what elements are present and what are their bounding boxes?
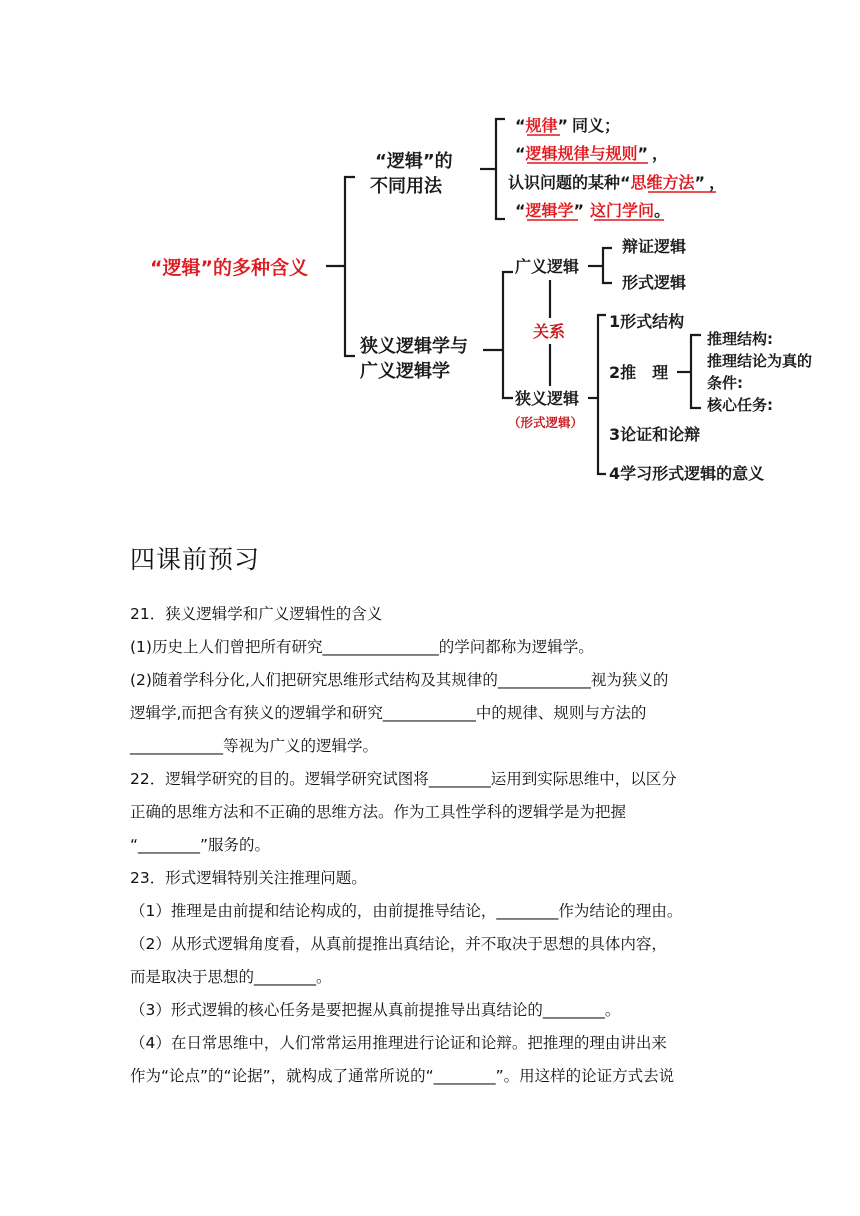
narrow-logic-node: 狭义逻辑 [515,389,580,408]
text-line: “________”服务的。 [130,836,271,854]
text-line: （3）形式逻辑的核心任务是要把握从真前提推导出真结论的________。 [130,1001,621,1019]
branch2-label-line2: 广义逻辑学 [360,361,450,382]
narrow-logic-note: （形式逻辑） [508,415,584,430]
narrow-child-1: 1形式结构 [609,312,685,331]
broad-bracket [603,248,612,283]
text-line: 而是取决于思想的________。 [130,968,332,986]
logic-bracket [503,272,513,398]
text-line: （2）从形式逻辑角度看，从真前提推出真结论，并不取决于思想的具体内容， [130,935,667,953]
narrow-child-2: 2推 理 [609,363,669,382]
text-line: （1）推理是由前提和结论构成的，由前提推导结论，________作为结论的理由。 [130,902,683,920]
text-line: (1)历史上人们曾把所有研究_______________的学问都称为逻辑学。 [130,638,594,656]
branch1-label-line1: “逻辑”的 [375,151,453,172]
usage-bracket [496,119,505,219]
narrow-bracket [598,315,606,474]
narrow-child-4: 4学习形式逻辑的意义 [609,464,765,483]
usage-item-1: “规律” 同义； [515,116,621,135]
usage-item-4: “逻辑学” 这门学问。 [515,201,671,220]
branch2-label-line1: 狭义逻辑学与 [360,336,468,357]
text-line: 作为“论点”的“论据”，就构成了通常所说的“________”。用这样的论证方式去说 [130,1067,675,1085]
broad-child-dialectical: 辩证逻辑 [622,237,687,256]
concept-diagram [0,0,860,500]
preview-section [130,540,740,1093]
broad-child-formal: 形式逻辑 [622,273,687,292]
text-line: 逻辑学,而把含有狭义的逻辑学和研究____________中的规律、规则与方法的 [130,704,647,722]
relation-label: 关系 [533,322,566,341]
text-line: （4）在日常思维中，人们常常运用推理进行论证和论辩。把推理的理由讲出来 [130,1034,667,1052]
branch1-label-line2: 不同用法 [370,176,442,197]
main-bracket [345,177,355,356]
reasoning-child-1: 推理结构: [707,330,773,348]
reasoning-child-3: 条件: [707,374,743,392]
text-line: ____________等视为广义的逻辑学。 [130,737,379,755]
reasoning-child-2: 推理结论为真的 [707,352,813,370]
broad-logic-node: 广义逻辑 [515,257,580,276]
usage-item-3: 认识问题的某种“思维方法” ， [508,173,726,192]
text-line: 21．狭义逻辑学和广义逻辑性的含义 [130,605,383,623]
reasoning-child-4: 核心任务: [707,396,773,414]
text-line: 22．逻辑学研究的目的。逻辑学研究试图将________运用到实际思维中，以区分 [130,770,677,788]
usage-item-2: “逻辑规律与规则” ， [515,144,669,163]
section-title: 四课前预习 [130,545,261,574]
reasoning-bracket [691,335,701,408]
text-line: (2)随着学科分化,人们把研究思维形式结构及其规律的____________视为狭义的 [130,671,669,689]
narrow-child-3: 3论证和论辩 [609,425,701,444]
root-node: “逻辑”的多种含义 [150,257,308,279]
text-line: 23．形式逻辑特别关注推理问题。 [130,869,367,887]
text-line: 正确的思维方法和不正确的思维方法。作为工具性学科的逻辑学是为把握 [130,803,627,821]
